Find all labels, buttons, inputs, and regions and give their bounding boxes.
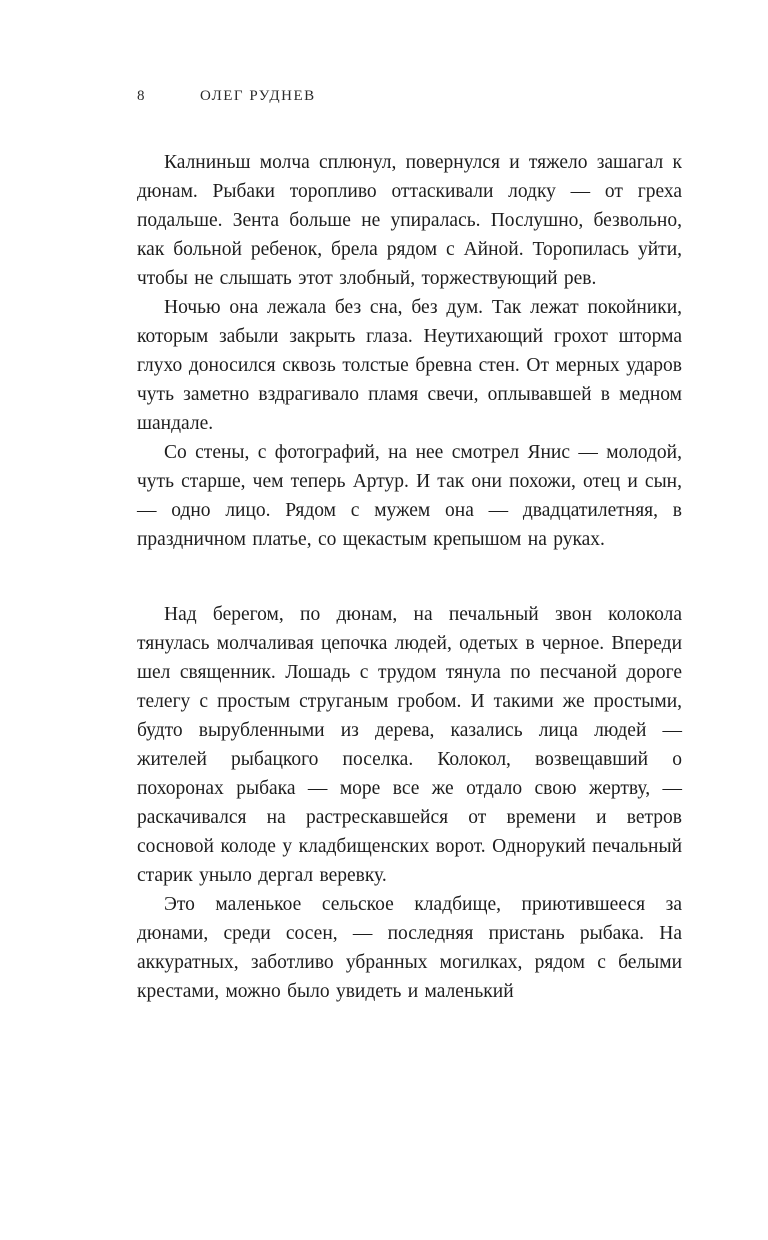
author-running-head: ОЛЕГ РУДНЕВ: [200, 88, 316, 104]
paragraph: Это маленькое сельское кладбище, приютившееся за дюнами, среди сосен, — последняя пристань рыбака. На аккуратных, заботливо убранных могилках, рядом с белыми крестами, можно было увидеть и маленький: [137, 894, 682, 1002]
page-number: 8: [137, 88, 145, 104]
paragraph: Ночью она лежала без сна, без дум. Так лежат покойники, которым забыли закрыть глаза. Неутихающий грохот шторма глухо доносился сквозь толстые бревна стен. От мерных ударов чуть заметно вздрагивало пламя свечи, оплывавшей в медном шандале.: [137, 297, 682, 434]
paragraph: Калниньш молча сплюнул, повернулся и тяжело зашагал к дюнам. Рыбаки торопливо оттаскивали лодку — от греха подальше. Зента больше не упиралась. Послушно, безвольно, как больной ребенок, брела рядом с Айной. Торопилась уйти, чтобы не слышать этот злобный, торжествующий рев.: [137, 152, 682, 289]
paragraph: Над берегом, по дюнам, на печальный звон колокола тянулась молчаливая цепочка людей, одетых в черное. Впереди шел священник. Лошадь с трудом тянула по песчаной дороге телегу с простым струганым гробом. И такими же простыми, будто вырубленными из дерева, казались лица людей — жителей рыбацкого поселка. Колокол, возвещавший о похоронах рыбака — море все же отдало свою жертву, — раскачивался на растрескавшейся от времени и ветров сосновой колоде у кладбищенских ворот. Однорукий печальный старик уныло дергал веревку.: [137, 604, 682, 886]
paragraph: Со стены, с фотографий, на нее смотрел Янис — молодой, чуть старше, чем теперь Артур. И так они похожи, отец и сын, — одно лицо. Рядом с мужем она — двадцатилетняя, в праздничном платье, со щекастым крепышом на руках.: [137, 442, 682, 550]
running-head: [137, 88, 681, 105]
body-text: [137, 148, 682, 1006]
